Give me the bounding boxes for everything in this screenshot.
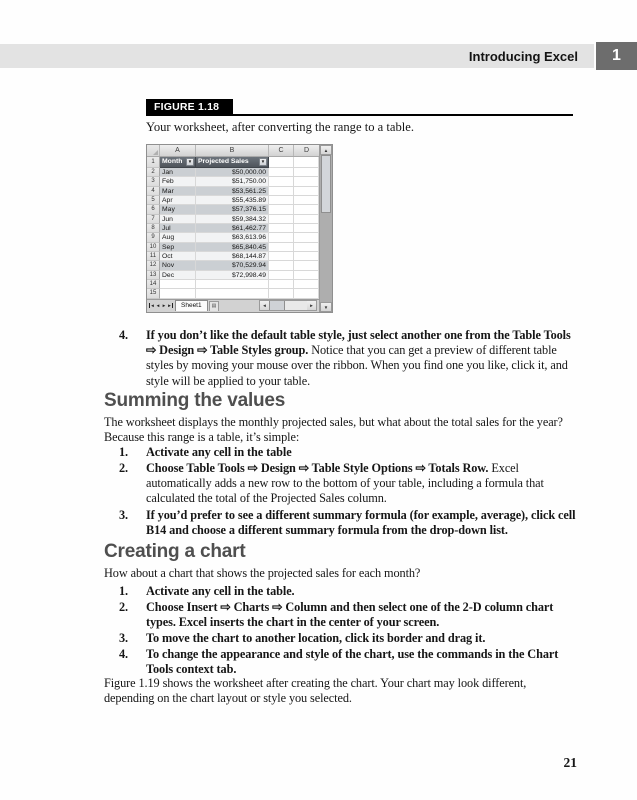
step-number: 4. xyxy=(119,647,129,661)
step-text-rest: Notice that you can get a preview of different table styles by moving your mouse over the ribbon. When you find one you like, click it, and style will be applied to your table. xyxy=(146,343,568,388)
empty-cell xyxy=(269,252,294,261)
column-header-row xyxy=(147,145,319,157)
empty-cell xyxy=(269,196,294,205)
list-item xyxy=(112,647,577,677)
empty-cell xyxy=(294,289,319,298)
month-cell: Aug xyxy=(160,233,196,242)
scroll-left-icon: ◄ xyxy=(260,301,269,310)
sales-cell: $70,529.94 xyxy=(196,261,269,270)
step-number: 3. xyxy=(119,631,129,645)
summing-intro: The worksheet displays the monthly projected sales, but what about the total sales for the year? Because this range is a table, it’s simple: xyxy=(104,415,563,445)
month-cell: Jan xyxy=(160,168,196,177)
column-header-b: B xyxy=(196,145,269,156)
step-number: 1. xyxy=(119,584,129,598)
step-number: 2. xyxy=(119,461,129,475)
row-number: 1 xyxy=(147,157,160,168)
empty-cell xyxy=(294,215,319,224)
figure-caption: Your worksheet, after converting the range to a table. xyxy=(146,120,414,134)
vscroll-track xyxy=(320,213,332,302)
step-text-bold: Activate any cell in the table xyxy=(146,445,292,459)
sales-cell: $65,840.45 xyxy=(196,243,269,252)
table-row xyxy=(147,224,319,233)
chapter-number: 1 xyxy=(612,47,621,64)
step-text-bold: Choose Insert ⇨ Charts ⇨ Column and then select one of the 2-D column chart types. Excel inserts the chart in the center of your screen. xyxy=(146,600,554,630)
table-row xyxy=(147,187,319,196)
step-text xyxy=(146,631,577,646)
column-header-c: C xyxy=(269,145,294,156)
table-row xyxy=(147,252,319,261)
step-text-bold: If you don’t like the default table style, just select another one from the Table Tools ⇨ Design ⇨ Table Styles group. xyxy=(146,328,571,358)
sheet-tab-sheet1: Sheet1 xyxy=(175,300,208,311)
month-cell: Mar xyxy=(160,187,196,196)
first-sheet-icon: ◄ xyxy=(150,303,155,309)
empty-cell xyxy=(294,280,319,289)
empty-cell xyxy=(269,280,294,289)
step-text-rest: Excel automatically adds a new row to the bottom of your table, including a formula that calculated the total of the Projected Sales column. xyxy=(146,461,544,506)
row-number: 13 xyxy=(147,271,160,280)
step-text xyxy=(146,647,577,677)
sales-cell: $72,998.49 xyxy=(196,271,269,280)
month-cell: Apr xyxy=(160,196,196,205)
step-number: 1. xyxy=(119,445,129,459)
excel-screenshot xyxy=(146,144,333,313)
empty-cell xyxy=(294,196,319,205)
select-all-icon xyxy=(153,150,158,155)
page-number: 21 xyxy=(563,755,577,770)
table-row xyxy=(147,271,319,280)
empty-cell xyxy=(269,261,294,270)
table-row xyxy=(147,243,319,252)
sales-cell: $59,384.32 xyxy=(196,215,269,224)
step-text xyxy=(146,584,577,599)
sales-cell: $51,750.00 xyxy=(196,177,269,186)
scroll-down-icon: ▼ xyxy=(320,302,332,312)
table-row xyxy=(147,215,319,224)
empty-cell xyxy=(294,205,319,214)
vertical-scrollbar xyxy=(319,145,332,312)
table-header-month xyxy=(160,157,196,168)
chapter-number-badge xyxy=(596,42,637,70)
empty-cell xyxy=(269,168,294,177)
row-number: 2 xyxy=(147,168,160,177)
table-row xyxy=(147,196,319,205)
list-item xyxy=(112,461,577,507)
empty-cell xyxy=(269,233,294,242)
step-text-bold: If you’d prefer to see a different summary formula (for example, average), click cell B14 and choose a different summary formula from the drop-down list. xyxy=(146,508,576,538)
empty-cell xyxy=(294,168,319,177)
step-text-bold: Activate any cell in the table. xyxy=(146,584,295,598)
vscroll-thumb xyxy=(321,155,331,213)
list-item xyxy=(112,508,577,538)
next-sheet-icon: ► xyxy=(161,303,167,309)
empty-cell xyxy=(294,177,319,186)
filter-dropdown-icon: ▼ xyxy=(186,158,194,166)
step-text xyxy=(146,508,577,538)
month-header-label: Month xyxy=(162,157,183,165)
table-row xyxy=(147,205,319,214)
empty-cell xyxy=(269,289,294,298)
empty-cell xyxy=(269,205,294,214)
list-item xyxy=(112,600,577,630)
chart-outro: Figure 1.19 shows the worksheet after creating the chart. Your chart may look different, depending on the chart layout or style you selected. xyxy=(104,676,527,706)
scroll-right-icon: ► xyxy=(307,301,316,310)
step-text-bold: To change the appearance and style of the chart, use the commands in the Chart Tools context tab. xyxy=(146,647,559,677)
empty-cell xyxy=(160,280,196,289)
sales-cell: $61,462.77 xyxy=(196,224,269,233)
empty-cell xyxy=(269,187,294,196)
empty-cell xyxy=(196,280,269,289)
step-number: 3. xyxy=(119,508,129,522)
insert-sheet-icon: ▤ xyxy=(211,302,217,309)
empty-cell xyxy=(269,177,294,186)
row-number: 14 xyxy=(147,280,160,289)
column-header-d: D xyxy=(303,147,310,154)
step-text-bold: Choose Table Tools ⇨ Design ⇨ Table Style Options ⇨ Totals Row. xyxy=(146,461,489,475)
section-heading-chart: Creating a chart xyxy=(104,541,246,562)
row-number: 5 xyxy=(147,196,160,205)
month-cell: Oct xyxy=(160,252,196,261)
empty-cell xyxy=(294,157,319,168)
figure-label: FIGURE 1.18 xyxy=(146,99,233,116)
empty-cell xyxy=(269,224,294,233)
month-cell: May xyxy=(160,205,196,214)
hscroll-thumb xyxy=(269,301,285,310)
sheet-tab-bar xyxy=(147,299,319,312)
column-header-a: A xyxy=(160,145,196,156)
row-number: 4 xyxy=(147,187,160,196)
empty-cell xyxy=(294,224,319,233)
list-item xyxy=(112,445,577,460)
horizontal-scrollbar xyxy=(259,300,317,311)
running-head-title: Introducing Excel xyxy=(468,48,578,64)
row-number: 10 xyxy=(147,243,160,252)
sales-cell: $55,435.89 xyxy=(196,196,269,205)
prev-sheet-icon: ◄ xyxy=(155,303,161,309)
hscroll-track xyxy=(285,301,307,310)
table-row xyxy=(147,289,319,298)
row-number: 12 xyxy=(147,261,160,270)
empty-cell xyxy=(294,252,319,261)
table-header-row xyxy=(147,157,319,168)
empty-cell xyxy=(294,243,319,252)
sales-header-label: Projected Sales xyxy=(198,157,249,165)
month-cell: Jul xyxy=(160,224,196,233)
empty-cell xyxy=(269,271,294,280)
month-cell: Dec xyxy=(160,271,196,280)
empty-cell xyxy=(294,187,319,196)
table-header-sales xyxy=(196,157,269,168)
step-number: 2. xyxy=(119,600,129,614)
list-item xyxy=(112,631,577,646)
chart-intro: How about a chart that shows the projected sales for each month? xyxy=(104,566,421,580)
empty-cell xyxy=(294,261,319,270)
sales-cell: $57,376.15 xyxy=(196,205,269,214)
list-item xyxy=(112,584,577,599)
empty-cell xyxy=(294,271,319,280)
table-row xyxy=(147,261,319,270)
sales-cell: $50,000.00 xyxy=(196,168,269,177)
step-number: 4. xyxy=(119,328,129,342)
empty-cell xyxy=(269,215,294,224)
step-text xyxy=(146,461,577,507)
select-all-corner xyxy=(147,145,160,156)
row-number: 3 xyxy=(147,177,160,186)
section-heading-summing: Summing the values xyxy=(104,390,286,411)
sales-cell: $68,144.87 xyxy=(196,252,269,261)
row-number: 15 xyxy=(147,289,160,298)
step-text-bold: To move the chart to another location, click its border and drag it. xyxy=(146,631,486,645)
scroll-up-icon: ▲ xyxy=(320,145,332,155)
empty-cell xyxy=(160,289,196,298)
month-cell: Jun xyxy=(160,215,196,224)
row-number: 9 xyxy=(147,233,160,242)
row-number: 6 xyxy=(147,205,160,214)
month-cell: Feb xyxy=(160,177,196,186)
list-item xyxy=(112,328,577,389)
step-text xyxy=(146,600,577,630)
month-cell: Nov xyxy=(160,261,196,270)
row-number: 7 xyxy=(147,215,160,224)
empty-cell xyxy=(294,233,319,242)
table-row xyxy=(147,280,319,289)
table-row xyxy=(147,233,319,242)
empty-cell xyxy=(269,157,294,168)
row-number: 11 xyxy=(147,252,160,261)
month-cell: Sep xyxy=(160,243,196,252)
sales-cell: $53,561.25 xyxy=(196,187,269,196)
step-text xyxy=(146,328,577,389)
sales-cell: $63,613.96 xyxy=(196,233,269,242)
running-head-bar xyxy=(0,44,594,68)
insert-sheet-tab xyxy=(209,301,220,311)
table-row xyxy=(147,168,319,177)
sheet-nav-buttons xyxy=(147,303,175,308)
step-text xyxy=(146,445,577,460)
filter-dropdown-icon: ▼ xyxy=(259,158,267,166)
empty-cell xyxy=(196,289,269,298)
last-sheet-icon: ► xyxy=(167,303,172,309)
empty-cell xyxy=(269,243,294,252)
row-number: 8 xyxy=(147,224,160,233)
worksheet-grid xyxy=(147,145,319,312)
table-row xyxy=(147,177,319,186)
